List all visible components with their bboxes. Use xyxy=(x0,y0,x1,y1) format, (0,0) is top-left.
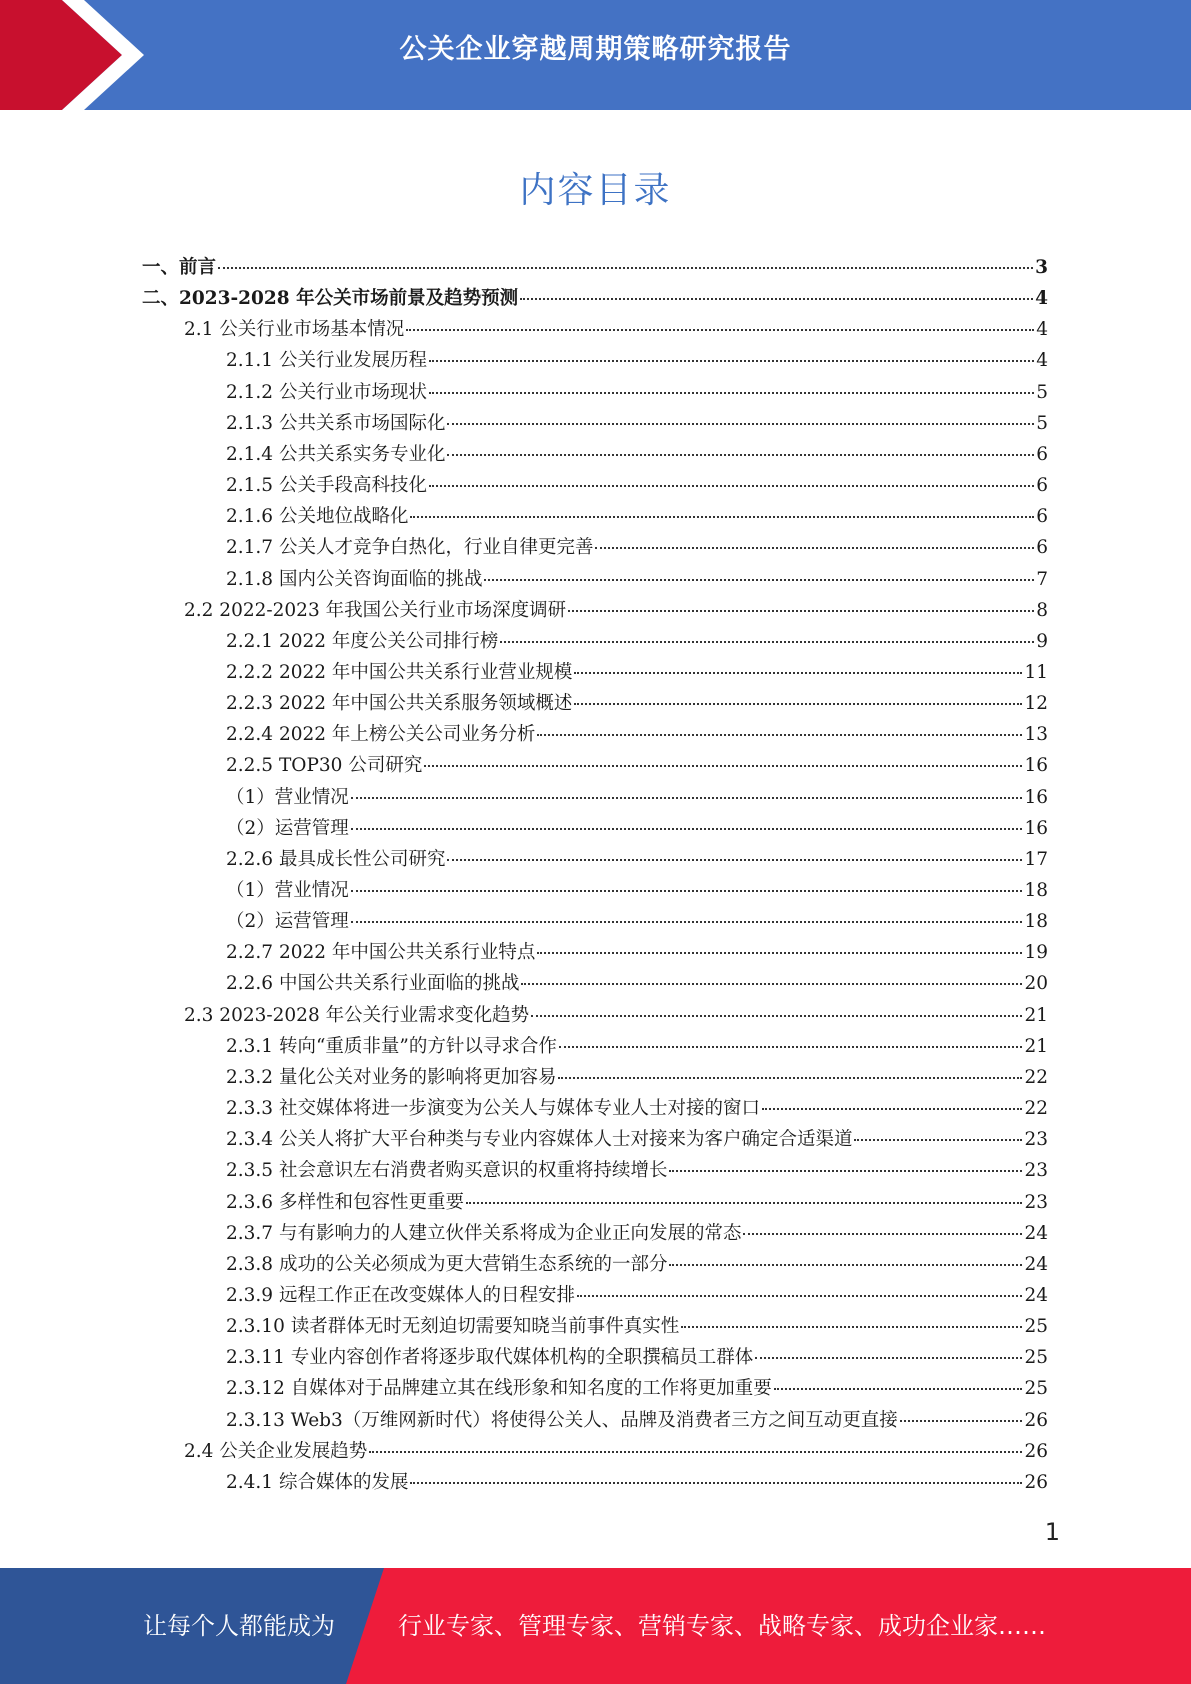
toc-entry-title: （1）营业情况 xyxy=(226,880,349,901)
footer-slogan-left: 让每个人都能成为 xyxy=(143,1612,335,1640)
toc-entry[interactable] xyxy=(142,284,1048,315)
toc-dot-leader xyxy=(681,1326,1022,1328)
toc-dot-leader xyxy=(406,329,1034,331)
toc-entry-page: 18 xyxy=(1024,880,1048,901)
toc-entry-page: 4 xyxy=(1036,350,1048,372)
toc-entry-title: 2.1.8 国内公关咨询面临的挑战 xyxy=(226,568,483,590)
toc-entry-page: 5 xyxy=(1036,381,1048,403)
toc-entry-page: 25 xyxy=(1024,1347,1048,1369)
toc-entry-page: 22 xyxy=(1024,1098,1048,1120)
toc-dot-leader xyxy=(854,1139,1022,1141)
toc-dot-leader xyxy=(755,1357,1022,1359)
toc-entry[interactable] xyxy=(226,1250,1048,1281)
toc-entry[interactable] xyxy=(226,720,1048,751)
toc-entry[interactable] xyxy=(226,876,1048,907)
toc-entry[interactable] xyxy=(184,1001,1048,1032)
toc-dot-leader xyxy=(577,1295,1022,1297)
toc-dot-leader xyxy=(669,1170,1022,1172)
toc-entry-title: 2.4 公关企业发展趋势 xyxy=(184,1440,368,1462)
toc-entry[interactable] xyxy=(226,969,1048,1000)
toc-dot-leader xyxy=(429,392,1034,394)
toc-entry-page: 26 xyxy=(1024,1471,1048,1493)
toc-entry-title: 2.1.1 公关行业发展历程 xyxy=(226,350,427,372)
toc-entry-title: 2.1.4 公共关系实务专业化 xyxy=(226,443,446,465)
toc-entry-title: 2.3.5 社会意识左右消费者购买意识的权重将持续增长 xyxy=(226,1160,668,1182)
toc-dot-leader xyxy=(218,267,1033,269)
toc-entry-page: 9 xyxy=(1036,630,1048,652)
toc-entry[interactable] xyxy=(226,409,1048,440)
toc-dot-leader xyxy=(521,983,1022,985)
toc-entry[interactable] xyxy=(226,1374,1048,1405)
toc-entry-title: 2.3.9 远程工作正在改变媒体人的日程安排 xyxy=(226,1284,575,1306)
toc-entry-title: 2.2.1 2022 年度公关公司排行榜 xyxy=(226,630,499,652)
toc-entry-page: 23 xyxy=(1024,1160,1048,1182)
toc-dot-leader xyxy=(351,890,1023,892)
toc-entry[interactable] xyxy=(226,627,1048,658)
toc-entry-title: 2.3.12 自媒体对于品牌建立其在线形象和知名度的工作将更加重要 xyxy=(226,1378,772,1400)
toc-dot-leader xyxy=(429,360,1034,362)
footer-band xyxy=(0,1568,1191,1684)
toc-dot-leader xyxy=(484,579,1034,581)
toc-entry[interactable] xyxy=(226,751,1048,782)
toc-dot-leader xyxy=(351,921,1023,923)
toc-entry[interactable] xyxy=(226,533,1048,564)
toc-entry-page: 24 xyxy=(1024,1222,1048,1244)
toc-entry-title: 2.2 2022-2023 年我国公关行业市场深度调研 xyxy=(184,599,567,621)
toc-dot-leader xyxy=(447,423,1034,425)
toc-entry[interactable] xyxy=(184,315,1048,346)
toc-entry-title: 2.1.7 公关人才竞争白热化，行业自律更完善 xyxy=(226,537,594,559)
toc-entry-title: （2）运营管理 xyxy=(226,817,349,839)
toc-entry[interactable] xyxy=(226,1343,1048,1374)
toc-entry-page: 21 xyxy=(1024,1004,1048,1026)
toc-entry-page: 6 xyxy=(1036,443,1048,465)
toc-dot-leader xyxy=(369,1451,1022,1453)
toc-entry[interactable] xyxy=(226,1468,1048,1499)
toc-entry-title: 2.3.8 成功的公关必须成为更大营销生态系统的一部分 xyxy=(226,1253,668,1275)
toc-entry-page: 22 xyxy=(1024,1066,1048,1088)
page-number: 1 xyxy=(1044,1518,1060,1546)
toc-entry-page: 16 xyxy=(1024,786,1048,808)
toc-entry[interactable] xyxy=(226,1312,1048,1343)
toc-entry-page: 24 xyxy=(1024,1284,1048,1306)
toc-entry-title: 2.2.6 最具成长性公司研究 xyxy=(226,848,446,870)
toc-entry-page: 26 xyxy=(1024,1409,1048,1431)
toc-entry[interactable] xyxy=(226,378,1048,409)
toc-entry[interactable] xyxy=(226,1188,1048,1219)
toc-entry[interactable] xyxy=(226,907,1048,938)
toc-dot-leader xyxy=(537,952,1022,954)
toc-entry[interactable] xyxy=(226,1063,1048,1094)
toc-entry-title: 2.3 2023-2028 年公关行业需求变化趋势 xyxy=(184,1004,530,1026)
toc-entry-page: 13 xyxy=(1024,724,1048,746)
toc-entry-title: 2.3.10 读者群体无时无刻迫切需要知晓当前事件真实性 xyxy=(226,1316,680,1338)
toc-dot-leader xyxy=(774,1388,1023,1390)
toc-entry-title: 2.3.1 转向“重质非量”的方针以寻求合作 xyxy=(226,1035,557,1057)
toc-dot-leader xyxy=(743,1233,1022,1235)
toc-entry-title: 2.2.3 2022 年中国公共关系服务领域概述 xyxy=(226,693,573,715)
toc-entry-title: 2.3.13 Web3（万维网新时代）将使得公关人、品牌及消费者三方之间互动更直接 xyxy=(226,1409,898,1431)
header-band xyxy=(0,0,1191,110)
footer-slogan-right: 行业专家、管理专家、营销专家、战略专家、成功企业家…… xyxy=(398,1612,1046,1640)
toc-entry-title: 2.3.6 多样性和包容性更重要 xyxy=(226,1191,464,1213)
toc-entry-title: 2.2.5 TOP30 公司研究 xyxy=(226,755,423,777)
toc-entry[interactable] xyxy=(226,1156,1048,1187)
toc-entry-title: 2.2.2 2022 年中国公共关系行业营业规模 xyxy=(226,661,573,683)
toc-entry-page: 3 xyxy=(1035,257,1048,278)
toc-entry[interactable] xyxy=(226,814,1048,845)
toc-entry-page: 6 xyxy=(1036,506,1048,528)
toc-entry[interactable] xyxy=(226,1094,1048,1125)
toc-entry-page: 11 xyxy=(1024,661,1048,683)
toc-dot-leader xyxy=(669,1264,1022,1266)
toc-entry-title: 2.2.7 2022 年中国公共关系行业特点 xyxy=(226,942,536,964)
toc-dot-leader xyxy=(520,298,1033,300)
toc-entry-page: 8 xyxy=(1036,599,1048,621)
toc-entry-page: 24 xyxy=(1024,1253,1048,1275)
toc-entry[interactable] xyxy=(226,440,1048,471)
toc-entry-title: 2.2.4 2022 年上榜公关公司业务分析 xyxy=(226,724,536,746)
toc-entry-title: 2.1.2 公关行业市场现状 xyxy=(226,381,427,403)
toc-entry-title: （1）营业情况 xyxy=(226,786,349,808)
toc-entry-title: 2.1.6 公关地位战略化 xyxy=(226,506,409,528)
toc-entry-page: 4 xyxy=(1035,288,1048,310)
toc-dot-leader xyxy=(351,828,1023,830)
toc-dot-leader xyxy=(447,454,1034,456)
report-title: 公关企业穿越周期策略研究报告 xyxy=(399,34,792,65)
toc-entry[interactable] xyxy=(142,253,1048,284)
toc-dot-leader xyxy=(466,1202,1022,1204)
toc-entry[interactable] xyxy=(226,346,1048,377)
toc-entry[interactable] xyxy=(226,1406,1048,1437)
toc-entry[interactable] xyxy=(226,658,1048,689)
toc-dot-leader xyxy=(424,765,1022,767)
toc-dot-leader xyxy=(558,1077,1022,1079)
toc-entry-title: 二、2023-2028 年公关市场前景及趋势预测 xyxy=(142,288,519,310)
toc-entry-page: 20 xyxy=(1024,973,1048,995)
toc-entry[interactable] xyxy=(226,565,1048,596)
toc-entry[interactable] xyxy=(226,1219,1048,1250)
toc-entry-title: 2.2.6 中国公共关系行业面临的挑战 xyxy=(226,973,520,995)
toc-entry-title: 2.3.7 与有影响力的人建立伙伴关系将成为企业正向发展的常态 xyxy=(226,1222,742,1244)
toc-entry-title: 2.3.2 量化公关对业务的影响将更加容易 xyxy=(226,1066,557,1088)
toc-entry-page: 23 xyxy=(1024,1191,1048,1213)
toc-dot-leader xyxy=(500,641,1034,643)
toc-entry-page: 12 xyxy=(1024,693,1048,715)
toc-entry-page: 25 xyxy=(1024,1378,1048,1400)
toc-entry-page: 5 xyxy=(1036,412,1048,434)
toc-entry-title: 2.1.5 公关手段高科技化 xyxy=(226,475,427,497)
toc-dot-leader xyxy=(574,703,1022,705)
toc-entry[interactable] xyxy=(226,1281,1048,1312)
toc-entry[interactable] xyxy=(226,938,1048,969)
toc-dot-leader xyxy=(447,859,1022,861)
toc-entry-page: 19 xyxy=(1024,942,1048,964)
toc-entry-title: 2.3.4 公关人将扩大平台种类与专业内容媒体人士对接来为客户确定合适渠道 xyxy=(226,1129,853,1151)
toc-entry-page: 25 xyxy=(1024,1316,1048,1338)
toc-entry-title: 2.1.3 公共关系市场国际化 xyxy=(226,412,446,434)
toc-entry[interactable] xyxy=(184,596,1048,627)
toc-entry[interactable] xyxy=(226,1032,1048,1063)
toc-dot-leader xyxy=(531,1015,1022,1017)
toc-entry[interactable] xyxy=(226,502,1048,533)
toc-entry[interactable] xyxy=(226,783,1048,814)
toc-entry-page: 4 xyxy=(1036,319,1048,341)
toc-entry-title: 2.4.1 综合媒体的发展 xyxy=(226,1471,409,1493)
toc-entry-page: 16 xyxy=(1024,817,1048,839)
toc-entry[interactable] xyxy=(226,471,1048,502)
toc-dot-leader xyxy=(762,1108,1022,1110)
toc-dot-leader xyxy=(559,1046,1023,1048)
toc-entry-title: 2.3.11 专业内容创作者将逐步取代媒体机构的全职撰稿员工群体 xyxy=(226,1347,754,1369)
toc-entry-page: 6 xyxy=(1036,475,1048,497)
toc-entry-page: 21 xyxy=(1024,1035,1048,1057)
toc-entry-page: 7 xyxy=(1036,568,1048,590)
toc-entry[interactable] xyxy=(226,845,1048,876)
toc-entry-title: （2）运营管理 xyxy=(226,911,349,933)
toc-entry-page: 26 xyxy=(1024,1440,1048,1462)
toc-entry-title: 2.1 公关行业市场基本情况 xyxy=(184,319,405,341)
toc-dot-leader xyxy=(568,610,1034,612)
toc-entry[interactable] xyxy=(226,689,1048,720)
toc-dot-leader xyxy=(574,672,1022,674)
toc-entry[interactable] xyxy=(226,1125,1048,1156)
toc-entry-page: 6 xyxy=(1036,537,1048,559)
toc-entry-page: 18 xyxy=(1024,911,1048,933)
toc-dot-leader xyxy=(429,485,1034,487)
toc-dot-leader xyxy=(410,1482,1022,1484)
toc-dot-leader xyxy=(537,734,1022,736)
toc-dot-leader xyxy=(351,797,1023,799)
toc-dot-leader xyxy=(595,547,1034,549)
toc-dot-leader xyxy=(410,516,1034,518)
toc-dot-leader xyxy=(900,1420,1023,1422)
toc-entry-title: 2.3.3 社交媒体将进一步演变为公关人与媒体专业人士对接的窗口 xyxy=(226,1098,760,1120)
toc-entry-page: 23 xyxy=(1024,1129,1048,1151)
toc-heading: 内容目录 xyxy=(519,170,672,211)
toc-entry[interactable] xyxy=(184,1437,1048,1468)
toc-entry-page: 16 xyxy=(1024,755,1048,777)
toc-entry-title: 一、前言 xyxy=(142,257,217,278)
toc-entry-page: 17 xyxy=(1024,848,1048,870)
